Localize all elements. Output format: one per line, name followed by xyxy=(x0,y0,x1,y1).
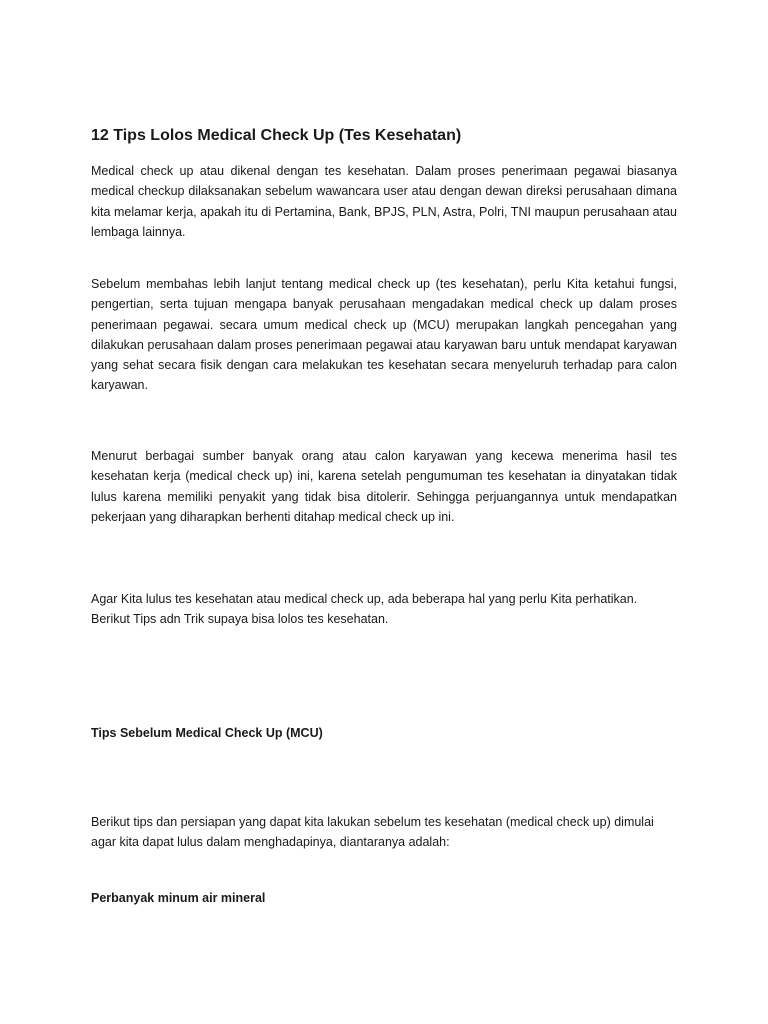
section-heading: Tips Sebelum Medical Check Up (MCU) xyxy=(91,726,323,740)
paragraph-definition: Sebelum membahas lebih lanjut tentang medical check up (tes kesehatan), perlu Kita ketahui fungsi, pengertian, serta tujuan mengapa banyak perusahaan mengadakan medical check up dalam proses penerimaan pegawai. secara umum medical check up (MCU) merupakan langkah pencegahan yang dilakukan perusahaan dalam proses penerimaan pegawai atau karyawan baru untuk mendapat karyawan yang sehat secara fisik dengan cara melakukan tes kesehatan secara menyeluruh terhadap para calon karyawan. xyxy=(91,277,677,393)
paragraph-tips-intro: Agar Kita lulus tes kesehatan atau medical check up, ada beberapa hal yang perlu Kita perhatikan. Berikut Tips adn Trik supaya bisa lolos tes kesehatan. xyxy=(91,592,638,627)
document-title: 12 Tips Lolos Medical Check Up (Tes Kesehatan) xyxy=(91,127,462,144)
paragraph-intro: Medical check up atau dikenal dengan tes kesehatan. Dalam proses penerimaan pegawai biasanya medical checkup dilaksanakan sebelum wawancara user atau dengan dewan direksi perusahaan dimana kita melamar kerja, apakah itu di Pertamina, Bank, BPJS, PLN, Astra, Polri, TNI maupun perusahaan atau lembaga lainnya. xyxy=(91,164,677,239)
paragraph-section-intro: Berikut tips dan persiapan yang dapat kita lakukan sebelum tes kesehatan (medical check up) dimulai agar kita dapat lulus dalam menghadapinya, diantaranya adalah: xyxy=(91,815,654,850)
subheading-drink-water: Perbanyak minum air mineral xyxy=(91,891,266,905)
paragraph-disappointment: Menurut berbagai sumber banyak orang atau calon karyawan yang kecewa menerima hasil tes kesehatan kerja (medical check up) ini, karena setelah pengumuman tes kesehatan ia dinyatakan tidak lulus karena memiliki penyakit yang tidak bisa ditolerir. Sehingga perjuangannya untuk mendapatkan pekerjaan yang diharapkan berhenti ditahap medical check up ini. xyxy=(91,449,677,524)
